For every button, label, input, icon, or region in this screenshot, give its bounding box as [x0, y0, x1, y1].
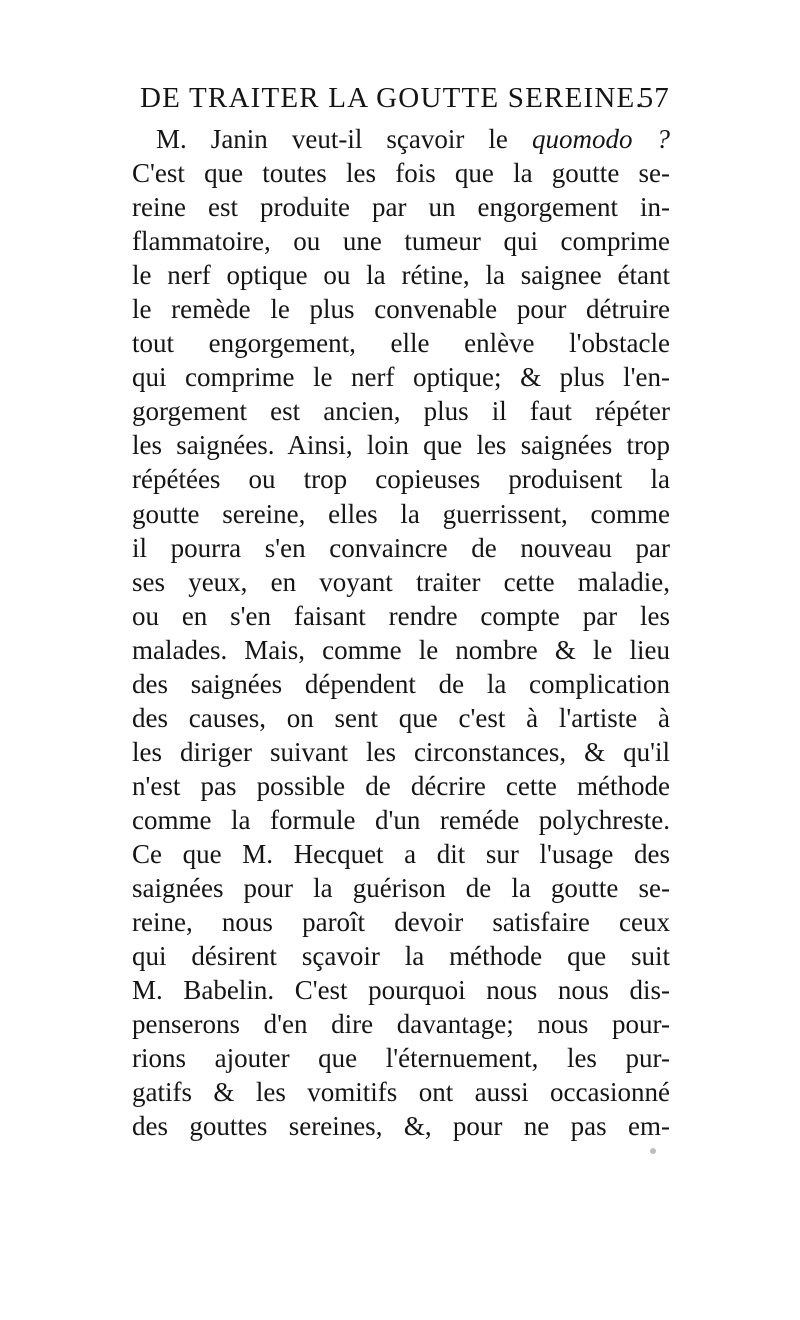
text-line-content: le nerf optique ou la rétine, la saignee étant: [132, 260, 670, 291]
text-line-content: les saignées. Ainsi, loin que les saignées trop: [132, 430, 670, 461]
text-line: [132, 497, 670, 531]
body-text: [132, 122, 670, 1143]
page-number: 57: [638, 82, 670, 114]
text-line-content: goutte sereine, elles la guerrissent, comme: [132, 498, 670, 529]
text-line-content: qui comprime le nerf optique; & plus l'en-: [132, 362, 670, 393]
italic-phrase: quomodo ?: [531, 124, 671, 154]
text-line: [132, 190, 670, 224]
text-line: [132, 939, 670, 973]
text-line-content: gorgement est ancien, plus il faut répéter: [132, 396, 670, 427]
text-line-content: saignées pour la guérison de la goutte se-: [132, 873, 670, 904]
running-head: [130, 82, 670, 122]
text-line-content: malades. Mais, comme le nombre & le lieu: [132, 634, 670, 665]
text-line: [132, 837, 670, 871]
text-line: [132, 633, 670, 667]
text-line-content: C'est que toutes les fois que la goutte se-: [132, 158, 670, 189]
text-line-content: il pourra s'en convaincre de nouveau par: [132, 532, 670, 563]
text-line: [132, 701, 670, 735]
text-line: [132, 326, 670, 360]
text-line: [132, 428, 670, 462]
text-line: [132, 1041, 670, 1075]
text-line-content: reine est produite par un engorgement in-: [132, 192, 670, 223]
text-line-content: M. Janin veut-il sçavoir le: [156, 124, 532, 154]
running-title: DE TRAITER LA GOUTTE SEREINE.: [140, 82, 644, 114]
text-line-content: des causes, on sent que c'est à l'artiste à: [132, 702, 670, 733]
text-line: [132, 394, 670, 428]
text-line: [132, 973, 670, 1007]
text-line-content: Ce que M. Hecquet a dit sur l'usage des: [132, 838, 670, 869]
text-line-content: des saignées dépendent de la complication: [132, 668, 670, 699]
text-line: [132, 1109, 670, 1143]
text-line: [132, 599, 670, 633]
text-line: [132, 258, 670, 292]
text-line-content: répétées ou trop copieuses produisent la: [132, 464, 670, 495]
text-line: [132, 667, 670, 701]
text-line-content: comme la formule d'un reméde polychreste.: [132, 804, 670, 835]
text-line: [132, 292, 670, 326]
text-line-content: ses yeux, en voyant traiter cette maladie,: [132, 566, 670, 597]
text-line-content: flammatoire, ou une tumeur qui comprime: [132, 226, 670, 257]
text-line-content: rions ajouter que l'éternuement, les pur-: [132, 1043, 670, 1074]
text-line: [132, 803, 670, 837]
text-line-content: qui désirent sçavoir la méthode que suit: [132, 941, 670, 972]
text-line: [132, 565, 670, 599]
text-line: [132, 360, 670, 394]
text-line: [132, 769, 670, 803]
text-line: [132, 462, 670, 496]
text-line: [132, 531, 670, 565]
text-line-content: n'est pas possible de décrire cette méthode: [132, 770, 670, 801]
text-line-content: tout engorgement, elle enlève l'obstacle: [132, 328, 670, 359]
text-line-content: M. Babelin. C'est pourquoi nous nous dis-: [132, 975, 670, 1006]
paper-speck: [650, 1148, 656, 1154]
text-line: [132, 905, 670, 939]
text-line: [132, 122, 670, 156]
text-line: [132, 1075, 670, 1109]
text-line-content: gatifs & les vomitifs ont aussi occasionné: [132, 1077, 670, 1108]
text-line-content: les diriger suivant les circonstances, & qu'il: [132, 736, 670, 767]
text-line: [132, 735, 670, 769]
text-line: [132, 156, 670, 190]
text-line: [132, 871, 670, 905]
text-line-content: le remède le plus convenable pour détruire: [132, 294, 670, 325]
text-line: [132, 1007, 670, 1041]
text-line-content: penserons d'en dire davantage; nous pour-: [132, 1009, 670, 1040]
text-line-content: reine, nous paroît devoir satisfaire ceux: [132, 907, 670, 938]
text-line-content: des gouttes sereines, &, pour ne pas em-: [132, 1111, 670, 1142]
text-line: [132, 224, 670, 258]
text-line-content: ou en s'en faisant rendre compte par les: [132, 600, 670, 631]
